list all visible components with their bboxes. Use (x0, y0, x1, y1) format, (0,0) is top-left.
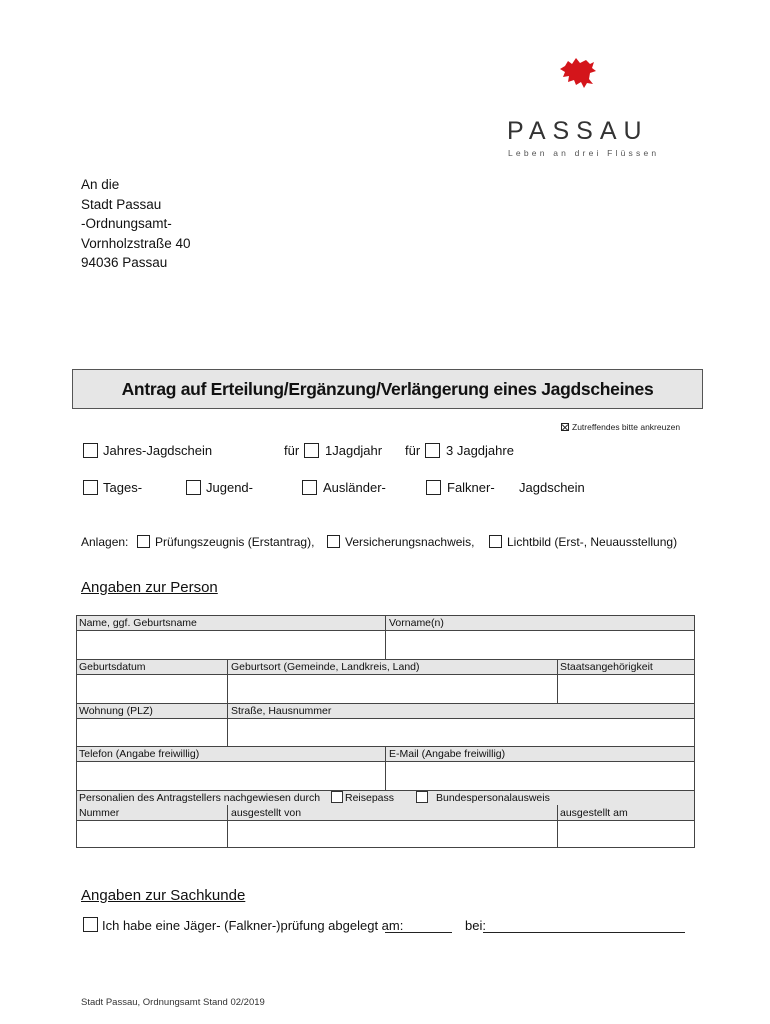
bundespersonalausweis-checkbox[interactable] (416, 791, 428, 803)
jugend-label: Jugend- (206, 480, 253, 495)
footer-text: Stadt Passau, Ordnungsamt Stand 02/2019 (81, 997, 265, 1008)
staatsangehoerigkeit-label: Staatsangehörigkeit (560, 661, 653, 673)
pruefungszeugnis-label: Prüfungszeugnis (Erstantrag), (155, 535, 315, 549)
checked-box-icon (561, 423, 569, 431)
jugend-checkbox[interactable] (186, 480, 201, 495)
fuer-label: für (284, 443, 300, 458)
address-line: -Ordnungsamt- (81, 216, 172, 231)
geburtsdatum-field[interactable] (77, 675, 227, 703)
tages-label: Tages- (103, 480, 143, 495)
staatsangehoerigkeit-field[interactable] (558, 675, 694, 703)
nummer-label: Nummer (79, 807, 120, 819)
check-hint (561, 422, 680, 432)
ausgestellt-von-label: ausgestellt von (231, 807, 302, 819)
wohnung-label: Wohnung (PLZ) (79, 705, 153, 717)
bei-label: bei: (465, 918, 486, 933)
jahres-jagdschein-label: Jahres-Jagdschein (103, 443, 213, 458)
jahres-jagdschein-checkbox[interactable] (83, 443, 98, 458)
ausgestellt-am-label: ausgestellt am (560, 807, 628, 819)
auslaender-checkbox[interactable] (302, 480, 317, 495)
auslaender-label: Ausländer- (323, 480, 386, 495)
brand-name: PASSAU (507, 117, 649, 145)
jaegerpruefung-label: Ich habe eine Jäger- (Falkner-)prüfung abgelegt am: (102, 918, 404, 933)
geburtsdatum-label: Geburtsdatum (79, 661, 146, 673)
wohnung-field[interactable] (77, 719, 227, 746)
fuer-label: für (405, 443, 421, 458)
one-year-label: 1Jagdjahr (325, 443, 383, 458)
versicherungsnachweis-checkbox[interactable] (327, 535, 340, 548)
lichtbild-label: Lichtbild (Erst-, Neuausstellung) (507, 535, 678, 549)
falkner-checkbox[interactable] (426, 480, 441, 495)
anlagen-label: Anlagen: (81, 535, 129, 549)
bundespersonalausweis-label: Bundespersonalausweis (436, 792, 550, 804)
three-years-checkbox[interactable] (425, 443, 440, 458)
telefon-field[interactable] (77, 762, 385, 790)
jagdschein-label: Jagdschein (519, 480, 585, 495)
three-years-label: 3 Jagdjahre (446, 443, 514, 458)
jaegerpruefung-checkbox[interactable] (83, 917, 98, 932)
strasse-label: Straße, Hausnummer (231, 705, 332, 717)
ausgestellt-von-field[interactable] (228, 821, 557, 847)
personalien-label: Personalien des Antragstellers nachgewiesen durch (79, 792, 321, 804)
sachkunde-section-heading: Angaben zur Sachkunde (81, 887, 246, 904)
versicherungsnachweis-label: Versicherungsnachweis, (345, 535, 475, 549)
pruefung-date-line[interactable] (385, 932, 452, 933)
address-line: 94036 Passau (81, 255, 168, 270)
telefon-label: Telefon (Angabe freiwillig) (79, 748, 200, 760)
person-section-heading: Angaben zur Person (81, 579, 218, 596)
check-hint-text: Zutreffendes bitte ankreuzen (572, 422, 681, 432)
geburtsort-label: Geburtsort (Gemeinde, Landkreis, Land) (231, 661, 420, 673)
geburtsort-field[interactable] (228, 675, 557, 703)
form-title: Antrag auf Erteilung/Ergänzung/Verlängerung eines Jagdscheines (72, 369, 703, 409)
brand-tagline: Leben an drei Flüssen (508, 148, 660, 158)
strasse-field[interactable] (228, 719, 694, 746)
nummer-field[interactable] (77, 821, 227, 847)
vorname-label: Vorname(n) (389, 617, 444, 629)
falkner-label: Falkner- (447, 480, 495, 495)
ausgestellt-am-field[interactable] (558, 821, 694, 847)
email-field[interactable] (386, 762, 694, 790)
one-year-checkbox[interactable] (304, 443, 319, 458)
pruefungszeugnis-checkbox[interactable] (137, 535, 150, 548)
vorname-field[interactable] (386, 631, 694, 659)
red-lion-icon (556, 55, 598, 91)
recipient-address (81, 175, 191, 273)
reisepass-checkbox[interactable] (331, 791, 343, 803)
address-line: An die (81, 177, 120, 192)
address-line: Vornholzstraße 40 (81, 235, 191, 251)
name-label: Name, ggf. Geburtsname (79, 617, 197, 629)
lichtbild-checkbox[interactable] (489, 535, 502, 548)
reisepass-label: Reisepass (345, 792, 395, 804)
email-label: E-Mail (Angabe freiwillig) (389, 748, 506, 760)
person-grid (76, 615, 695, 848)
name-field[interactable] (77, 631, 385, 659)
tages-checkbox[interactable] (83, 480, 98, 495)
address-line: Stadt Passau (81, 196, 162, 212)
pruefung-place-line[interactable] (483, 932, 685, 933)
